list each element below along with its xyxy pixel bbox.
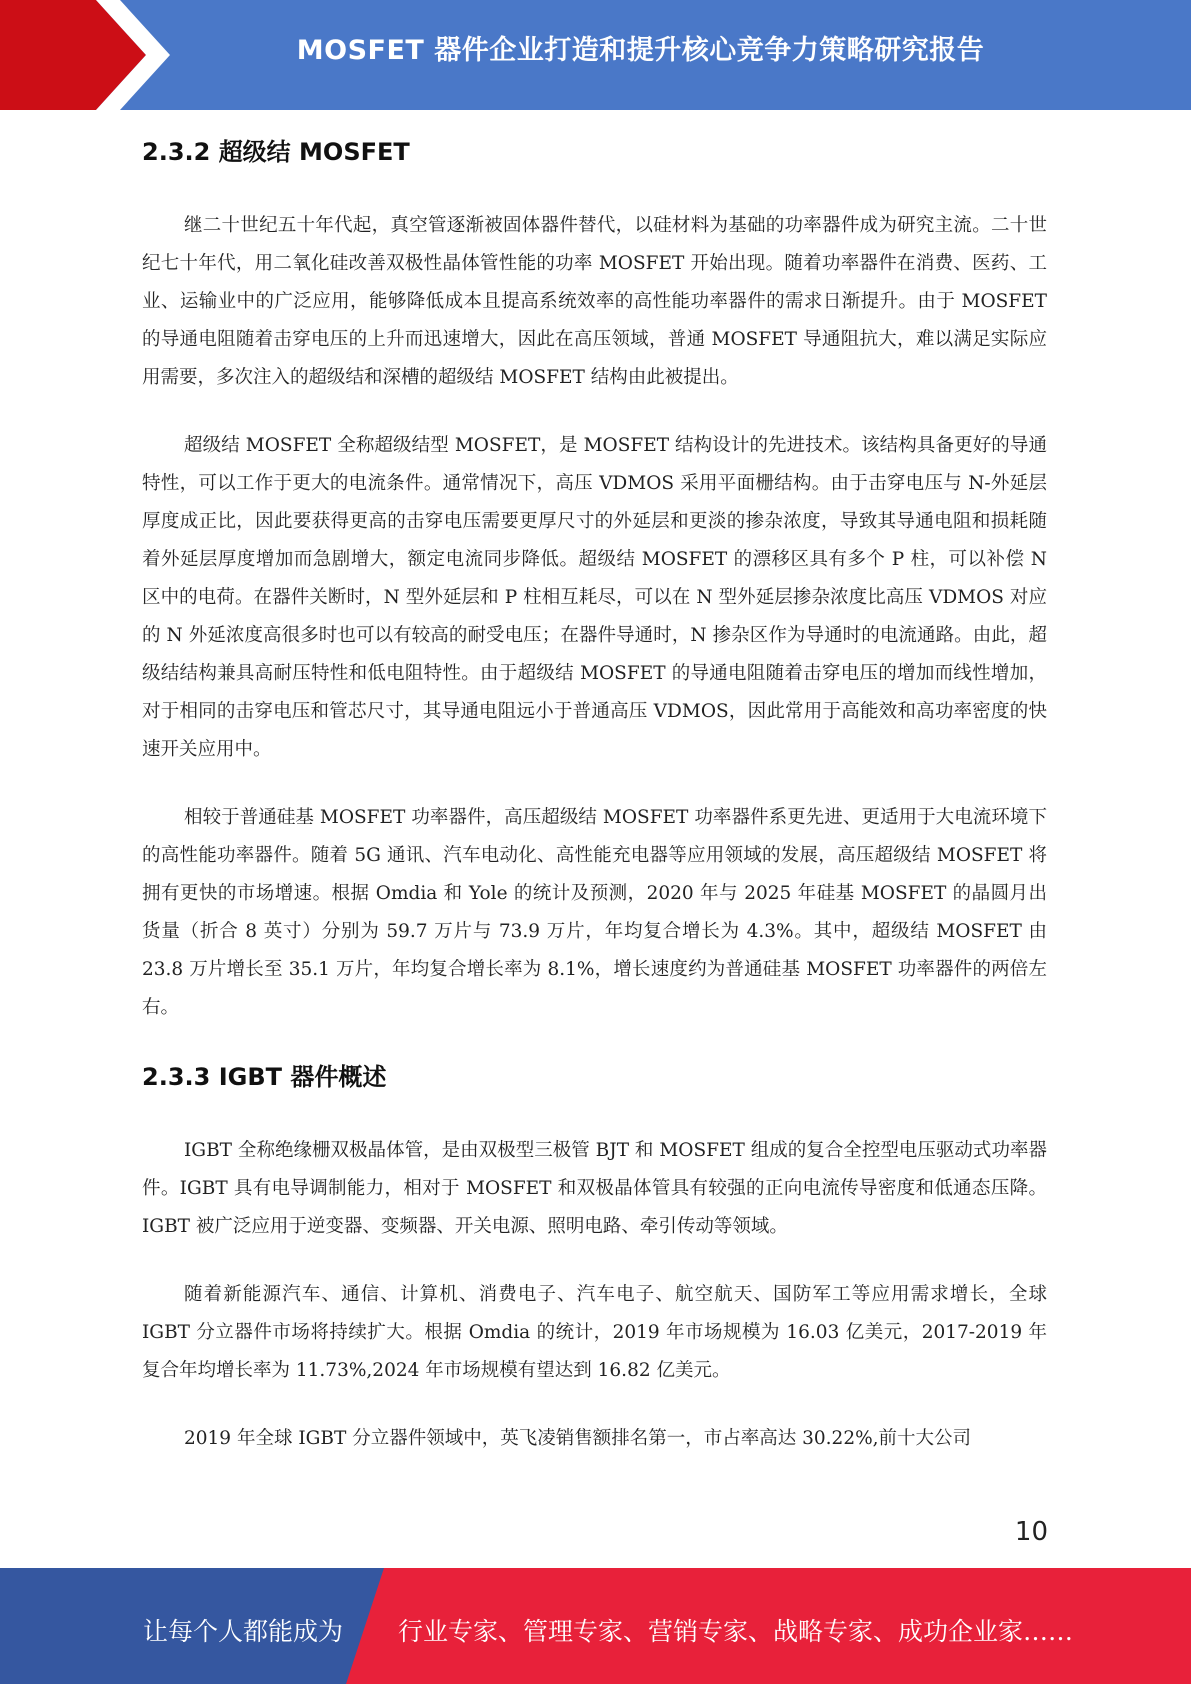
paragraph: 超级结 MOSFET 全称超级结型 MOSFET，是 MOSFET 结构设计的先进技术。该结构具备更好的导通特性，可以工作于更大的电流条件。通常情况下，高压 VDMOS 采用平面栅结构。由于击穿电压与 N-外延层厚度成正比，因此要获得更高的击穿电压需要更厚尺寸的外延层和更淡的掺杂浓度，导致其导通电阻和损耗随着外延层厚度增加而急剧增大，额定电流同步降低。超级结 MOSFET 的漂移区具有多个 P 柱，可以补偿 N 区中的电荷。在器件关断时，N 型外延层和 P 柱相互耗尽，可以在 N 型外延层掺杂浓度比高压 VDMOS 对应的 N 外延浓度高很多时也可以有较高的耐受电压；在器件导通时，N 掺杂区作为导通时的电流通路。由此，超级结结构兼具高耐压特性和低电阻特性。由于超级结 MOSFET 的导通电阻随着击穿电压的增加而线性增加，对于相同的击穿电压和管芯尺寸，其导通电阻远小于普通高压 VDMOS，因此常用于高能效和高功率密度的快速开关应用中。 xyxy=(142,435,1047,760)
paragraph: 继二十世纪五十年代起，真空管逐渐被固体器件替代，以硅材料为基础的功率器件成为研究主流。二十世纪七十年代，用二氧化硅改善双极性晶体管性能的功率 MOSFET 开始出现。随着功率器件在消费、医药、工业、运输业中的广泛应用，能够降低成本且提高系统效率的高性能功率器件的需求日渐提升。由于 MOSFET 的导通电阻随着击穿电压的上升而迅速增大，因此在高压领域，普通 MOSFET 导通阻抗大，难以满足实际应用需要，多次注入的超级结和深槽的超级结 MOSFET 结构由此被提出。 xyxy=(142,215,1047,388)
paragraph: 随着新能源汽车、通信、计算机、消费电子、汽车电子、航空航天、国防军工等应用需求增长，全球 IGBT 分立器件市场将持续扩大。根据 Omdia 的统计，2019 年市场规模为 16.03 亿美元，2017-2019 年复合年均增长率为 11.73%,2024 年市场规模有望达到 16.82 亿美元。 xyxy=(142,1284,1047,1381)
page-header xyxy=(0,0,1191,110)
report-title: MOSFET 器件企业打造和提升核心竞争力策略研究报告 xyxy=(296,35,985,66)
page-footer xyxy=(0,1568,1191,1684)
footer-slogan-left: 让每个人都能成为 xyxy=(143,1617,344,1646)
paragraph: IGBT 全称绝缘栅双极晶体管，是由双极型三极管 BJT 和 MOSFET 组成的复合全控型电压驱动式功率器件。IGBT 具有电导调制能力，相对于 MOSFET 和双极晶体管具有较强的正向电流传导密度和低通态压降。IGBT 被广泛应用于逆变器、变频器、开关电源、照明电路、牵引传动等领域。 xyxy=(142,1140,1047,1237)
section-heading-super-junction: 2.3.2 超级结 MOSFET xyxy=(142,138,410,166)
paragraph: 2019 年全球 IGBT 分立器件领域中，英飞凌销售额排名第一，市占率高达 30.22%,前十大公司 xyxy=(184,1428,972,1449)
section-heading-igbt: 2.3.3 IGBT 器件概述 xyxy=(142,1063,387,1091)
page-content xyxy=(142,128,1047,1458)
page-number: 10 xyxy=(1014,1517,1048,1547)
paragraph: 相较于普通硅基 MOSFET 功率器件，高压超级结 MOSFET 功率器件系更先进、更适用于大电流环境下的高性能功率器件。随着 5G 通讯、汽车电动化、高性能充电器等应用领域的发展，高压超级结 MOSFET 将拥有更快的市场增速。根据 Omdia 和 Yole 的统计及预测，2020 年与 2025 年硅基 MOSFET 的晶圆月出货量（折合 8 英寸）分别为 59.7 万片与 73.9 万片，年均复合增长为 4.3%。其中，超级结 MOSFET 由 23.8 万片增长至 35.1 万片，年均复合增长率为 8.1%，增长速度约为普通硅基 MOSFET 功率器件的两倍左右。 xyxy=(142,807,1047,1018)
footer-slogan-right: 行业专家、管理专家、营销专家、战略专家、成功企业家…… xyxy=(398,1617,1074,1646)
